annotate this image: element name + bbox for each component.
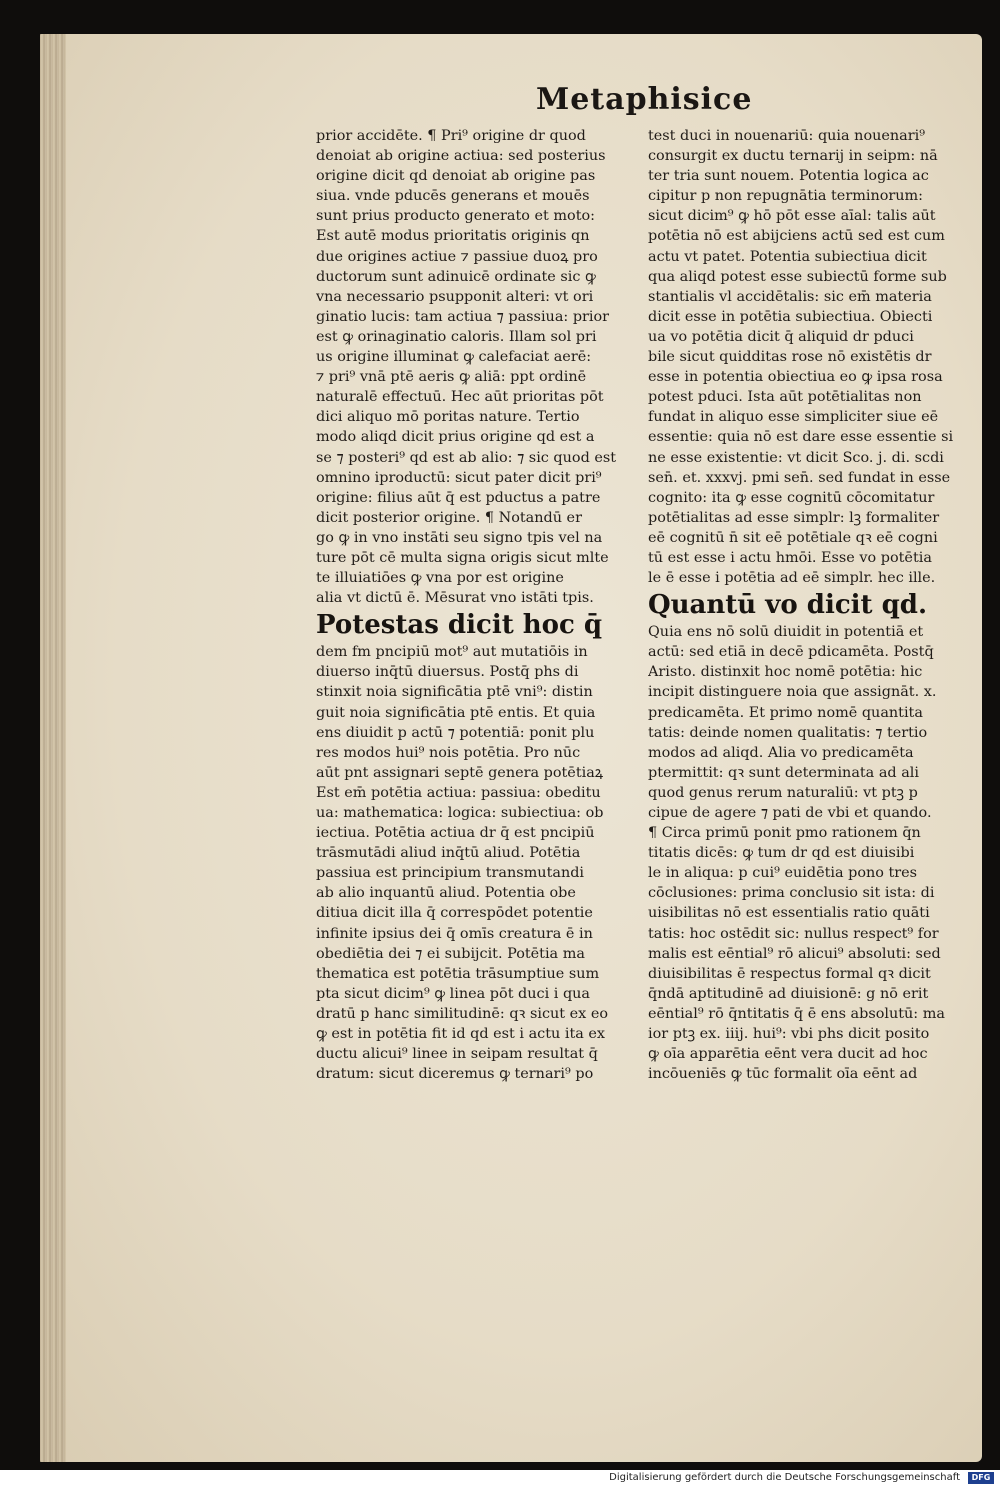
text-line: dici aliquo mō poritas nature. Tertio xyxy=(316,409,580,426)
text-line: titatis dicēs: ꝙ tum dr qd est diuisibi xyxy=(648,845,915,862)
text-line: cipitur p non repugnātia terminorum: xyxy=(648,188,924,205)
text-column-left xyxy=(316,126,628,1084)
text-line: ditiua dicit illa q̄ correspōdet potentie xyxy=(316,905,593,922)
text-line: vna necessario psupponit alteri: vt ori xyxy=(316,288,594,305)
text-line: dicit posterior origine. ¶ Notandū er xyxy=(316,509,582,526)
text-line: esse in potentia obiectiua eo ꝙ ipsa rosa xyxy=(648,369,943,386)
text-line: actu vt patet. Potentia subiectiua dicit xyxy=(648,248,927,265)
text-line: ꝙ oīa apparētia eēnt vera ducit ad hoc xyxy=(648,1046,928,1063)
text-line: uisibilitas nō est essentialis ratio quāti xyxy=(648,905,930,922)
text-line: eē cognitū n̄ sit eē potētiale qꝛ eē cogni xyxy=(648,529,938,546)
text-line: tū est esse i actu hmōi. Esse vo potētia xyxy=(648,549,932,566)
left-column-lower-text xyxy=(316,642,628,1084)
text-line: iectiua. Potētia actiua dr q̄ est pncipiū xyxy=(316,825,595,842)
text-line: us origine illuminat ꝙ calefaciat aerē: xyxy=(316,349,592,366)
text-line: ens diuidit p actū ⁊ potentiā: ponit plu xyxy=(316,724,595,741)
text-line: ter tria sunt nouem. Potentia logica ac xyxy=(648,168,929,185)
text-line: malis est eēntial⁹ rō alicui⁹ absoluti: sed xyxy=(648,945,941,962)
text-line: modos ad aliqd. Alia vo predicamēta xyxy=(648,744,914,761)
funding-credit: Digitalisierung gefördert durch die Deutsche Forschungsgemeinschaft xyxy=(609,1472,960,1483)
text-line: Aristo. distinxit hoc nomē potētia: hic xyxy=(648,664,923,681)
text-line: essentie: quia nō est dare esse essentie si xyxy=(648,429,954,446)
text-line: dratū p hanc similitudinē: qꝛ sicut ex eo xyxy=(316,1005,609,1022)
text-line: ptermittit: qꝛ sunt determinata ad ali xyxy=(648,764,919,781)
text-line: stantialis vl accidētalis: sic em̄ materia xyxy=(648,288,932,305)
text-line: ⁊ pri⁹ vnā ptē aeris ꝙ aliā: ppt ordinē xyxy=(316,369,587,386)
text-line: res modos hui⁹ nois potētia. Pro nūc xyxy=(316,744,581,761)
text-line: stinxit noia significātia ptē vni⁹: distin xyxy=(316,684,593,701)
text-line: aūt pnt assignari septē genera potētiaꝝ xyxy=(316,764,604,781)
running-head: Metaphisice xyxy=(536,82,753,117)
text-line: ab alio inquantū aliud. Potentia obe xyxy=(316,885,576,902)
text-line: te illuiatiōes ꝙ vna por est origine xyxy=(316,570,564,587)
text-line: ꝙ est in potētia fit id qd est i actu ita ex xyxy=(316,1026,606,1043)
text-line: ne esse existentie: vt dicit Sco. j. di. scdi xyxy=(648,449,944,466)
text-column-right xyxy=(648,126,962,1084)
text-line: due origines actiue ⁊ passiue duoꝝ pro xyxy=(316,248,598,265)
text-line: test duci in nouenariū: quia nouenari⁹ xyxy=(648,128,925,144)
text-line: quod genus rerum naturaliū: vt ptꝫ p xyxy=(648,784,918,801)
text-line: potētialitas ad esse simplr: lꝫ formaliter xyxy=(648,509,940,526)
text-line: potest pduci. Ista aūt potētialitas non xyxy=(648,389,922,406)
text-line: bile sicut quidditas rose nō existētis dr xyxy=(648,349,932,366)
section-heading-potestas: Potestas dicit hoc q̄ xyxy=(316,610,603,641)
text-line: go ꝙ in vno instāti seu signo tpis vel na xyxy=(316,529,603,546)
text-line: cipue de agere ⁊ pati de vbi et quando. xyxy=(648,805,932,821)
text-line: diuisibilitas ē respectus formal qꝛ dicit xyxy=(648,965,931,982)
text-line: Est autē modus prioritatis originis qn xyxy=(316,228,590,245)
text-line: fundat in aliquo esse simpliciter siue eē xyxy=(648,409,939,426)
text-line: eēntial⁹ rō q̄ntitatis q̄ ē ens absolutū: ma xyxy=(648,1005,945,1022)
text-line: ua vo potētia dicit q̄ aliquid dr pduci xyxy=(648,328,914,345)
text-line: incōueniēs ꝙ tūc formalit oīa eēnt ad xyxy=(648,1066,918,1083)
text-line: dratum: sicut diceremus ꝙ ternari⁹ po xyxy=(316,1066,594,1083)
text-line: origine dicit qd denoiat ab origine pas xyxy=(316,168,596,185)
text-line: Quia ens nō solū diuidit in potentiā et xyxy=(648,624,924,641)
text-line: est ꝙ orinaginatio caloris. Illam sol pri xyxy=(316,328,597,345)
text-line: tatis: hoc ostēdit sic: nullus respect⁹ for xyxy=(648,925,939,942)
text-line: thematica est potētia trāsumptiue sum xyxy=(316,965,600,982)
text-line: ginatio lucis: tam actiua ⁊ passiua: prior xyxy=(316,308,610,325)
right-column-upper-text xyxy=(648,126,962,588)
text-line: ductorum sunt adinuicē ordinate sic ꝙ xyxy=(316,268,596,285)
footer-bar xyxy=(0,1470,1000,1487)
text-line: tatis: deinde nomen qualitatis: ⁊ tertio xyxy=(648,724,928,741)
text-line: actū: sed etiā in decē pdicamēta. Postq̄ xyxy=(648,644,934,661)
text-line: ior ptꝫ ex. iiij. hui⁹: vbi phs dicit posito xyxy=(648,1026,930,1043)
text-line: obediētia dei ⁊ ei subijcit. Potētia ma xyxy=(316,945,585,962)
text-line: origine: filius aūt q̄ est pductus a patre xyxy=(316,489,601,506)
text-line: sunt prius producto generato et moto: xyxy=(316,208,595,225)
text-line: ¶ Circa primū ponit pmo rationem q̄n xyxy=(648,825,921,842)
text-line: denoiat ab origine actiua: sed posterius xyxy=(316,148,606,165)
text-line: guit noia significātia ptē entis. Et quia xyxy=(316,704,596,721)
text-line: se ⁊ posteri⁹ qd est ab alio: ⁊ sic quod est xyxy=(316,449,617,466)
text-line: dicit esse in potētia subiectiua. Obiecti xyxy=(648,308,933,325)
text-line: dem fm pncipiū mot⁹ aut mutatiōis in xyxy=(316,644,588,661)
text-line: sen̄. et. xxxvj. pmi sen̄. sed fundat in esse xyxy=(648,469,951,486)
text-line: siua. vnde pducēs generans et mouēs xyxy=(316,188,590,205)
page-edge-gutter xyxy=(40,34,66,1462)
text-line: ua: mathematica: logica: subiectiua: ob xyxy=(316,805,604,821)
text-line: prior accidēte. ¶ Pri⁹ origine dr quod xyxy=(316,128,586,144)
text-line: ture pōt cē multa signa origis sicut mlte xyxy=(316,549,609,566)
text-line: ductu alicui⁹ linee in seipam resultat q̄ xyxy=(316,1046,598,1063)
text-line: infinite ipsius dei q̄ omīs creatura ē in xyxy=(316,925,593,942)
text-line: cognito: ita ꝙ esse cognitū cōcomitatur xyxy=(648,489,935,506)
text-line: omnino iproductū: sicut pater dicit pri⁹ xyxy=(316,469,602,486)
section-heading-quantum: Quantū vo dicit qd. xyxy=(648,590,928,621)
text-line: sicut dicim⁹ ꝙ hō pōt esse aīal: talis aūt xyxy=(648,208,936,225)
text-line: pta sicut dicim⁹ ꝙ linea pōt duci i qua xyxy=(316,985,590,1002)
text-line: le ē esse i potētia ad eē simplr. hec ille. xyxy=(648,570,936,587)
text-line: q̄ndā aptitudinē ad diuisionē: g nō erit xyxy=(648,985,929,1002)
text-line: le in aliqua: p cui⁹ euidētia pono tres xyxy=(648,865,918,882)
text-line: consurgit ex ductu ternarij in seipm: nā xyxy=(648,148,938,165)
text-line: Est em̄ potētia actiua: passiua: obeditu xyxy=(316,784,601,801)
text-line: potētia nō est abijciens actū sed est cum xyxy=(648,228,945,245)
text-line: incipit distinguere noia que assignāt. x. xyxy=(648,684,937,701)
text-line: diuerso inq̄tū diuersus. Postq̄ phs di xyxy=(316,664,579,681)
text-line: modo aliqd dicit prius origine qd est a xyxy=(316,429,595,446)
left-column-upper-text xyxy=(316,126,628,608)
text-line: predicamēta. Et primo nomē quantita xyxy=(648,704,923,721)
text-line: passiua est principium transmutandi xyxy=(316,865,585,882)
text-line: qua aliqd potest esse subiectū forme sub xyxy=(648,268,947,285)
text-line: alia vt dictū ē. Mēsurat vno istāti tpis. xyxy=(316,590,594,607)
right-column-lower-text xyxy=(648,622,962,1084)
text-line: cōclusiones: prima conclusio sit ista: di xyxy=(648,885,935,902)
dfg-logo: DFG xyxy=(968,1472,994,1484)
text-line: naturalē effectuū. Hec aūt prioritas pōt xyxy=(316,389,604,406)
text-line: trāsmutādi aliud inq̄tū aliud. Potētia xyxy=(316,845,581,862)
